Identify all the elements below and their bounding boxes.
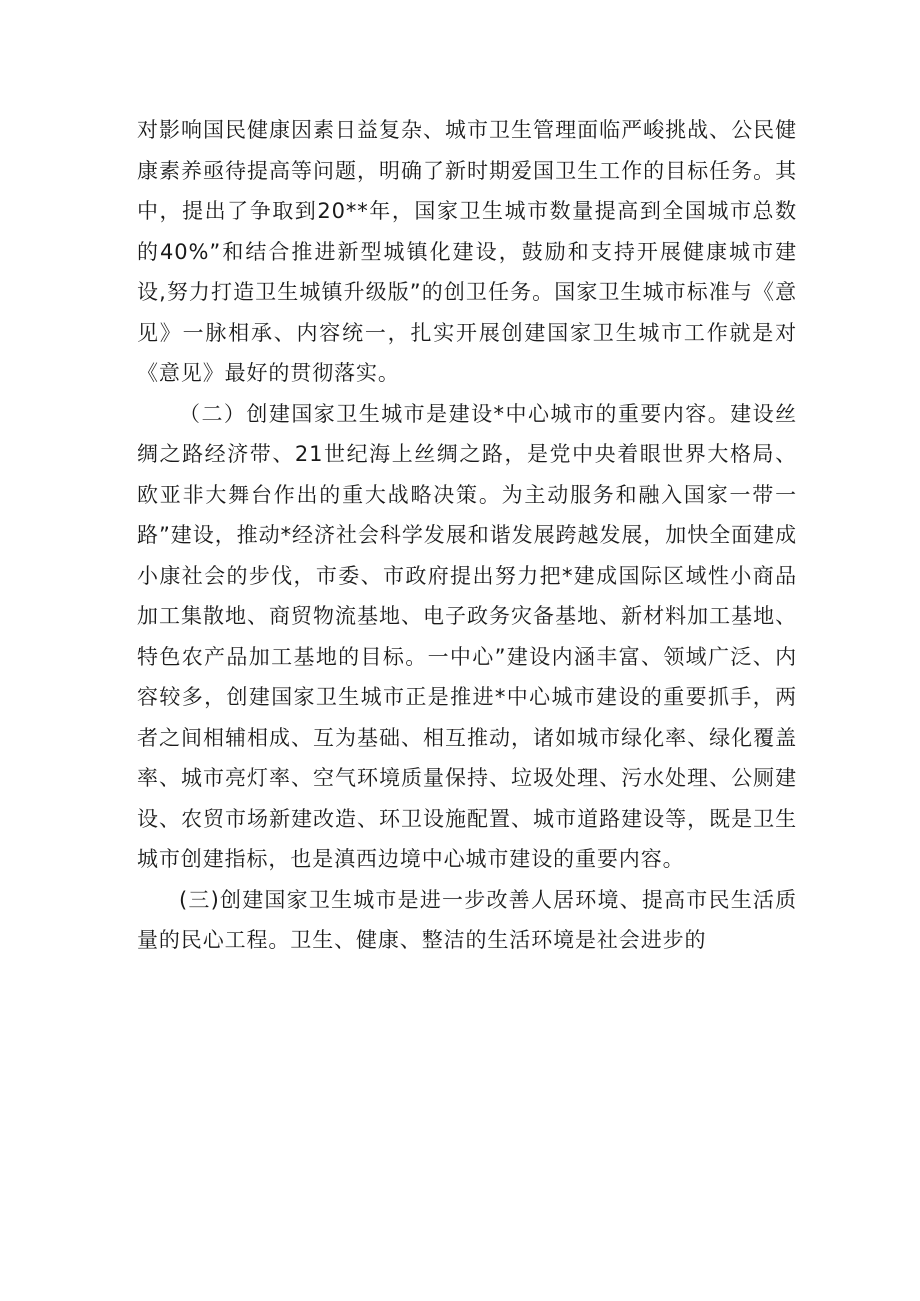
paragraph-section-3: (三)创建国家卫生城市是进一步改善人居环境、提高市民生活质量的民心工程。卫生、健康、整洁的生活环境是社会进步的 [137,887,797,952]
document-body [137,110,797,961]
paragraph-continuation: 对影响国民健康因素日益复杂、城市卫生管理面临严峻挑战、公民健康素养亟待提高等问题，明确了新时期爱国卫生工作的目标任务。其中，提出了争取到20**年，国家卫生城市数量提高到全国城市总数的40%”和结合推进新型城镇化建设，鼓励和支持开展健康城市建设,努力打造卫生城镇升级版”的创卫任务。国家卫生城市标准与《意见》一脉相承、内容统一，扎实开展创建国家卫生城市工作就是对《意见》最好的贯彻落实。 [137,118,797,385]
paragraph-section-2: （二）创建国家卫生城市是建设*中心城市的重要内容。建设丝绸之路经济带、21世纪海上丝绸之路，是党中央着眼世界大格局、欧亚非大舞台作出的重大战略决策。为主动服务和融入国家一带一路”建设，推动*经济社会科学发展和谐发展跨越发展，加快全面建成小康社会的步伐，市委、市政府提出努力把*建成国际区域性小商品加工集散地、商贸物流基地、电子政务灾备基地、新材料加工基地、特色农产品加工基地的目标。一中心”建设内涵丰富、领域广泛、内容较多，创建国家卫生城市正是推进*中心城市建设的重要抓手，两者之间相辅相成、互为基础、相互推动，诸如城市绿化率、绿化覆盖率、城市亮灯率、空气环境质量保持、垃圾处理、污水处理、公厕建设、农贸市场新建改造、环卫设施配置、城市道路建设等，既是卫生城市创建指标，也是滇西边境中心城市建设的重要内容。 [137,401,797,871]
